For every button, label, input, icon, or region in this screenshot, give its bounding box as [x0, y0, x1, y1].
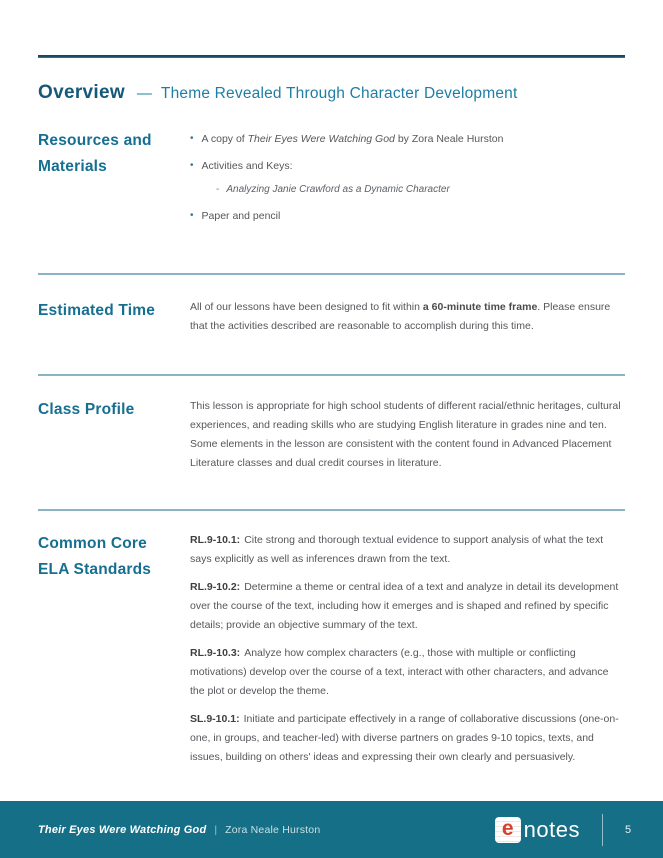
enotes-logo-wordmark: notes: [523, 816, 580, 842]
footer-separator: |: [214, 823, 218, 836]
heading-dash: —: [136, 85, 152, 102]
footer-author: Zora Neale Hurston: [225, 823, 321, 836]
page-number: 5: [624, 823, 632, 836]
enotes-logo: [495, 817, 580, 843]
page-title: Overview: [38, 82, 125, 103]
list-item-text: Activities and Keys:: [201, 160, 293, 172]
section-common-core-standards: [38, 531, 625, 767]
standards-label-line1: Common Core: [38, 535, 147, 552]
resources-label: [38, 128, 190, 235]
footer-book-info: [38, 824, 320, 836]
bullet-icon: •: [190, 210, 194, 221]
standard-code: SL.9-10.1:: [190, 713, 240, 725]
resources-list: [190, 128, 625, 235]
paragraph-text-pre: All of our lessons have been designed to fit within: [190, 301, 423, 313]
list-item: [190, 208, 625, 224]
standard-item: [190, 710, 625, 767]
paragraph-text-post: . Please ensure that the activities described are reasonable to accomplish during this time.: [190, 301, 611, 332]
standard-code: RL.9-10.1:: [190, 534, 241, 546]
top-rule-divider: [38, 55, 625, 58]
book-title-italic: Their Eyes Were Watching God: [247, 133, 395, 145]
section-divider: [38, 509, 625, 511]
list-item: [190, 158, 625, 174]
estimated-time-paragraph: [190, 298, 625, 336]
page-heading: [38, 82, 625, 104]
section-resources-and-materials: [38, 128, 625, 235]
standard-text: Analyze how complex characters (e.g., those with multiple or conflicting motivations) develop over the course of a text, interact with other characters, and advance the plot or develop the theme.: [190, 647, 609, 697]
footer-vertical-divider: [602, 814, 603, 846]
resources-label-line2: Materials: [38, 158, 107, 175]
standard-item: [190, 644, 625, 701]
bullet-icon: •: [190, 160, 194, 171]
estimated-time-label: Estimated Time: [38, 302, 156, 319]
sub-list-item-text: Analyzing Janie Crawford as a Dynamic Character: [226, 184, 450, 195]
standard-code: RL.9-10.2:: [190, 581, 241, 593]
footer-book-title: Their Eyes Were Watching God: [38, 823, 207, 836]
section-divider: [38, 273, 625, 275]
section-class-profile: [38, 397, 625, 473]
list-item-text: Paper and pencil: [201, 210, 281, 222]
standard-item: [190, 578, 625, 635]
list-item-text: [202, 131, 504, 147]
bullet-icon: •: [190, 133, 194, 144]
standard-code: RL.9-10.3:: [190, 647, 241, 659]
dash-bullet-icon: -: [216, 184, 220, 195]
section-estimated-time: [38, 298, 625, 336]
time-frame-bold: a 60-minute time frame: [422, 301, 538, 313]
enotes-logo-e-icon: e: [495, 817, 521, 843]
page-content: [0, 55, 663, 767]
standard-text: Initiate and participate effectively in a range of collaborative discussions (one-on-one, in groups, and teacher-led) with diverse partners on grades 9-10 topics, texts, and issues, building on others' ideas and expressing their own clearly and persuasively.: [190, 713, 619, 763]
class-profile-paragraph: This lesson is appropriate for high school students of different racial/ethnic heritages, cultural experiences, and reading skills who are studying English literature in grades nine and ten. Some elements in the lesson are consistent with the content found in Advanced Placement Literature classes and dual credit courses in literature.: [190, 400, 621, 469]
standard-text: Determine a theme or central idea of a text and analyze in detail its development over the course of the text, including how it emerges and is shaped and refined by specific details; provide an objective summary of the text.: [190, 581, 619, 631]
list-item: [190, 131, 625, 147]
footer-bar: [0, 801, 663, 858]
resources-label-line1: Resources and: [38, 132, 152, 149]
list-item-text-pre: A copy of: [201, 133, 248, 145]
sub-list-item: [216, 182, 625, 197]
standards-list: [190, 531, 625, 767]
standards-label-line2: ELA Standards: [38, 561, 152, 578]
class-profile-label: Class Profile: [38, 401, 135, 418]
list-item-text-post: by Zora Neale Hurston: [394, 133, 504, 145]
heading-subtitle: Theme Revealed Through Character Development: [160, 85, 518, 102]
footer-brand-area: [495, 814, 635, 846]
section-divider: [38, 374, 625, 376]
standards-label: [38, 531, 190, 767]
standard-text: Cite strong and thorough textual evidence to support analysis of what the text says explicitly as well as inferences drawn from the text.: [190, 534, 604, 565]
standard-item: [190, 531, 625, 569]
